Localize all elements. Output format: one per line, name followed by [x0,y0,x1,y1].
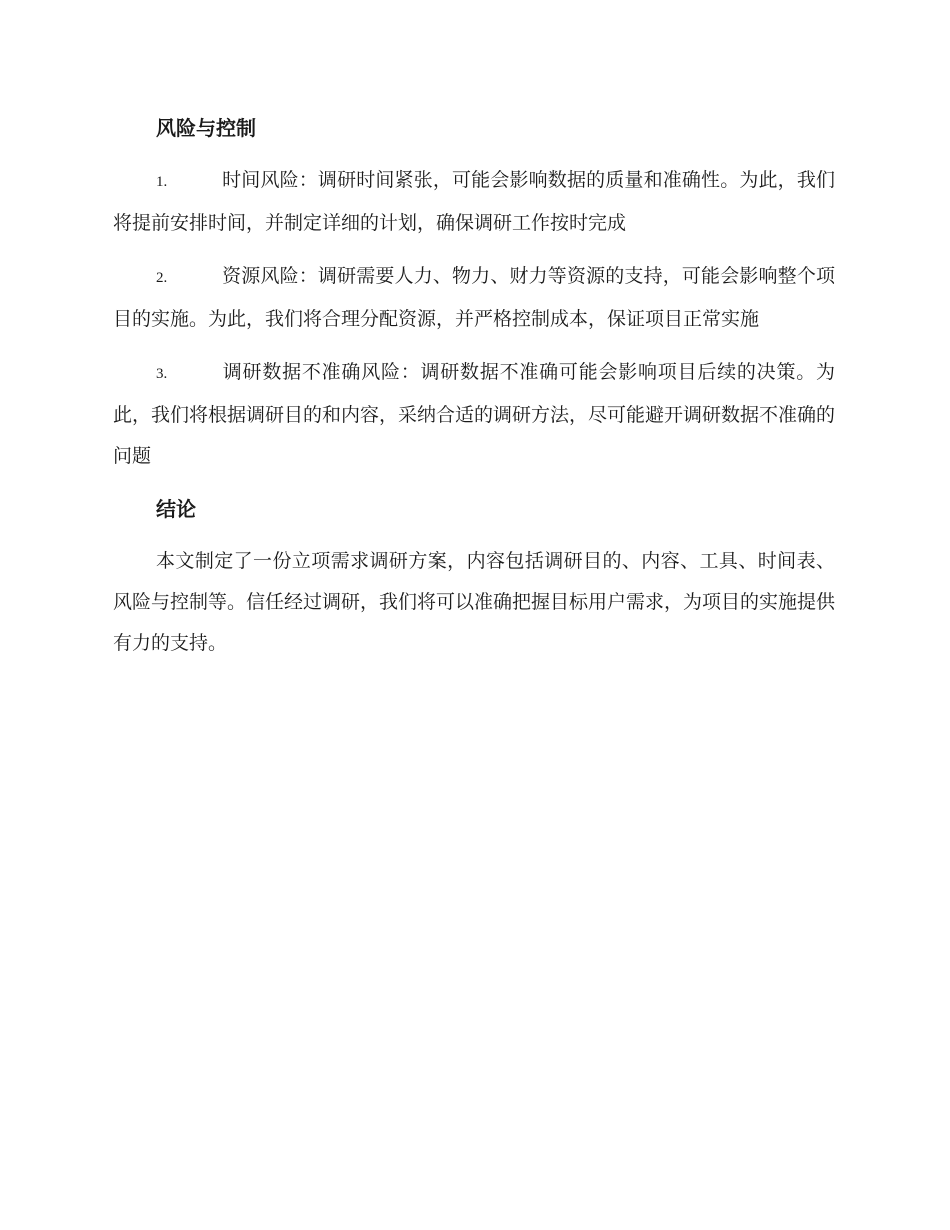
list-item-text: 调研数据不准确风险：调研数据不准确可能会影响项目后续的决策。为此，我们将根据调研目的和内容，采纳合适的调研方法，尽可能避开调研数据不准确的问题 [113,361,836,467]
conclusion-paragraph: 本文制定了一份立项需求调研方案，内容包括调研目的、内容、工具、时间表、风险与控制等。信任经过调研，我们将可以准确把握目标用户需求，为项目的实施提供有力的支持。 [113,550,836,654]
list-item [113,352,835,477]
list-item-number: 3. [156,366,168,382]
list-item-number: 1. [156,174,168,190]
section-title-conclusion: 结论 [156,497,196,521]
list-item-text: 时间风险：调研时间紧张，可能会影响数据的质量和准确性。为此，我们将提前安排时间，并制定详细的计划，确保调研工作按时完成 [113,169,835,234]
document-body [113,108,835,664]
list-item-text: 资源风险：调研需要人力、物力、财力等资源的支持，可能会影响整个项目的实施。为此，我们将合理分配资源，并严格控制成本，保证项目正常实施 [113,265,835,330]
list-item [113,256,835,340]
section-title-risk: 风险与控制 [156,116,256,140]
list-item [113,160,835,244]
list-item-number: 2. [156,270,168,286]
